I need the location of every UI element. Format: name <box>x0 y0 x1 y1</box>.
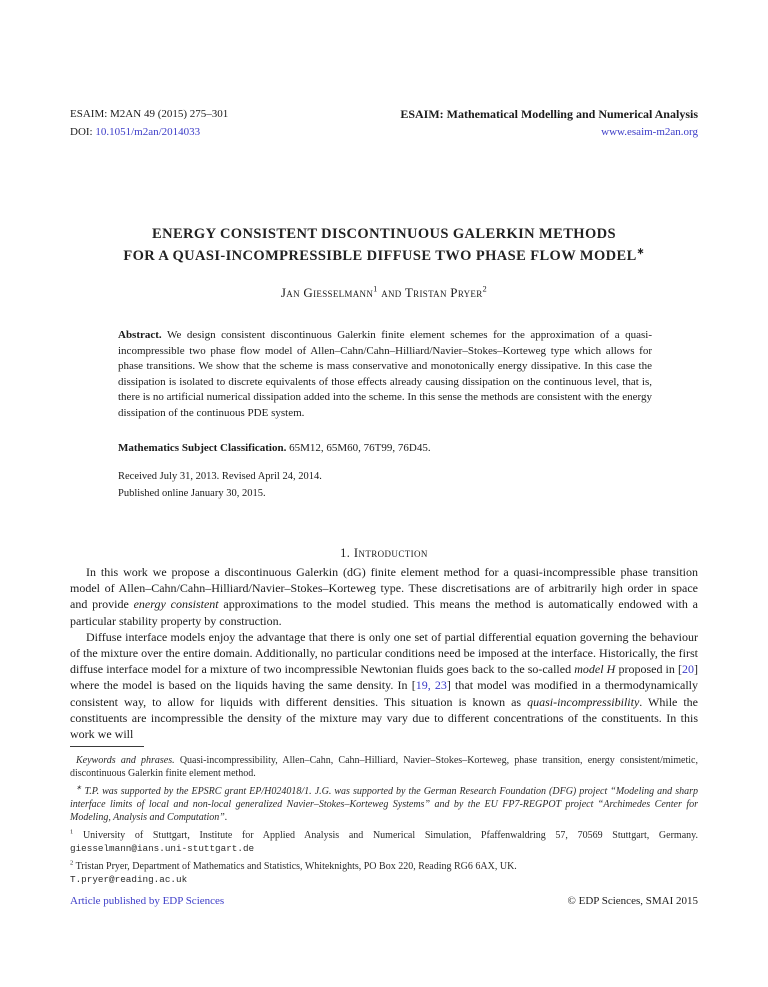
funding-footnote-marker: ∗ <box>76 784 82 792</box>
edp-sciences-article-link[interactable]: Article published by EDP Sciences <box>70 895 225 907</box>
paper-title-line1: ENERGY CONSISTENT DISCONTINUOUS GALERKIN METHODS <box>152 226 616 242</box>
funding-footnote-text: T.P. was supported by the EPSRC grant EP/H024018/1. J.G. was supported by the German Research Foundation (DFG) project “Modeling and sharp interface limits of local and non-local generalized Navier–Stokes–Korteweg Systems” and by the EU FP7-REGPOT project “Archimedes Center for Modeling, Analysis and Computation”. <box>70 785 698 824</box>
footnote-separator-rule <box>70 746 144 747</box>
p1-text-2: approximations to the model studied. This means the method is automatically endowed with a particular stability property by construction. <box>70 597 698 628</box>
p2-text-5: . While the constituents are incompressible the density of the mixture may vary due to different concentrations of the constituents. In this work we will <box>70 694 698 742</box>
journal-url-link[interactable]: www.esaim-m2an.org <box>601 125 698 138</box>
affiliation-footnote-2 <box>70 860 698 886</box>
affiliation-1-text: University of Stuttgart, Institute for Applied Analysis and Numerical Simulation, Pfaffenwaldring 57, 70569 Stuttgart, Germany. <box>73 830 698 842</box>
section-title: Introduction <box>353 546 428 560</box>
author-1-email: giesselmann@ians.uni-stuttgart.de <box>70 843 255 855</box>
paper-title-line2-wrap <box>40 245 728 267</box>
author-1-name: Jan Giesselmann <box>280 285 374 300</box>
doi-label: DOI: <box>70 125 96 138</box>
journal-reference: ESAIM: M2AN 49 (2015) 275–301 <box>70 108 229 120</box>
paper-title-line2: FOR A QUASI-INCOMPRESSIBLE DIFFUSE TWO PHASE FLOW MODEL <box>123 248 637 264</box>
journal-name: ESAIM: Mathematical Modelling and Numerical Analysis <box>400 107 698 121</box>
published-online-line: Published online January 30, 2015. <box>118 487 266 499</box>
p2-text-3: ] where the model is based on the liquids having the same density. In [ <box>70 662 699 693</box>
title-footnote-marker: ∗ <box>636 246 645 257</box>
intro-paragraph-2 <box>70 629 698 742</box>
keywords-footnote <box>70 754 698 780</box>
intro-paragraph-1 <box>70 564 698 629</box>
abstract-text: We design consistent discontinuous Galerkin finite element schemes for the approximation of a quasi-incompressible two phase flow model of Allen–Cahn/Cahn–Hilliard/Navier–Stokes–Korteweg type which allows for phase transitions. We show that the scheme is mass conservative and monotonically energy dissipative. In this case the dissipation is isolated to discrete equivalents of those effects already causing dissipation on the continuous level, that is, there is no artificial numerical dissipation added into the scheme. In this sense the methods are consistent with the energy dissipation of the continuous PDE system. <box>118 329 652 419</box>
affiliation-2-text: Tristan Pryer, Department of Mathematics and Statistics, Whiteknights, PO Box 220, Reading RG6 6AX, UK. <box>73 860 517 872</box>
page-footer <box>70 895 698 907</box>
copyright-text: © EDP Sciences, SMAI 2015 <box>567 895 698 907</box>
received-revised-line: Received July 31, 2013. Revised April 24, 2014. <box>118 471 322 482</box>
section-number: 1. <box>340 546 354 560</box>
keywords-text: Quasi-incompressibility, Allen–Cahn, Cahn–Hilliard, Navier–Stokes–Korteweg, phase transition, energy consistent/mimetic, discontinuous Galerkin finite element method. <box>70 755 698 780</box>
introduction-body <box>70 564 698 742</box>
abstract-label: Abstract. <box>118 329 162 341</box>
authors-line <box>0 285 768 301</box>
p2-text-2: proposed in [ <box>615 662 683 677</box>
authors-separator: and <box>377 285 405 300</box>
author-2-email: T.pryer@reading.ac.uk <box>70 874 188 886</box>
p2-emphasis-model-h: model H <box>574 662 616 677</box>
msc-line <box>118 442 652 454</box>
doi-link[interactable]: 10.1051/m2an/2014033 <box>95 125 201 138</box>
msc-label: Mathematics Subject Classification. <box>118 442 287 454</box>
author-1-affiliation-marker: 1 <box>373 283 378 294</box>
journal-header-right <box>400 106 698 141</box>
funding-footnote <box>70 785 698 825</box>
msc-codes: 65M12, 65M60, 76T99, 76D45. <box>286 442 431 454</box>
affiliation-1-marker: 1 <box>70 828 74 836</box>
p2-text-1: Diffuse interface models enjoy the advantage that there is only one set of partial differential equation governing the behaviour of the mixture over the entire domain. Additionally, no particular conditions need be imposed at the interface. Historically, the first diffuse interface model for a mixture of two incompressible Newtonian fluids goes back to the so-called <box>70 629 698 677</box>
footnote-block <box>70 746 698 891</box>
affiliation-2-marker: 2 <box>70 859 74 867</box>
paper-title <box>40 223 728 267</box>
journal-header <box>70 106 698 141</box>
p1-text-1: In this work we propose a discontinuous Galerkin (dG) finite element method for a quasi-incompressible phase transition model of Allen–Cahn/Cahn–Hilliard/Navier–Stokes–Korteweg type. These discretisations are of arbitrarily high order in space and provide <box>70 565 698 612</box>
journal-url-line <box>400 124 698 142</box>
p2-emphasis-quasi-incompressibility: quasi-incompressibility <box>527 694 640 709</box>
author-2-name: Tristan Pryer <box>404 285 483 300</box>
keywords-label: Keywords and phrases. <box>76 755 175 766</box>
doi-line <box>70 124 228 142</box>
section-heading <box>0 546 768 561</box>
journal-header-left <box>70 106 228 141</box>
p2-text-4: ] that model was modified in a thermodynamically consistent way, to allow for liquids with different densities. This situation is known as <box>70 678 699 709</box>
p1-emphasis-energy-consistent: energy consistent <box>133 597 219 612</box>
funding-footnote-text-wrap <box>70 786 698 823</box>
dates-block <box>118 469 652 502</box>
affiliation-footnote-1 <box>70 829 698 855</box>
citation-link-20[interactable]: 20 <box>682 662 695 677</box>
citation-link-19-23[interactable]: 19, 23 <box>415 678 447 693</box>
author-2-affiliation-marker: 2 <box>482 283 488 294</box>
abstract-section <box>118 328 652 422</box>
